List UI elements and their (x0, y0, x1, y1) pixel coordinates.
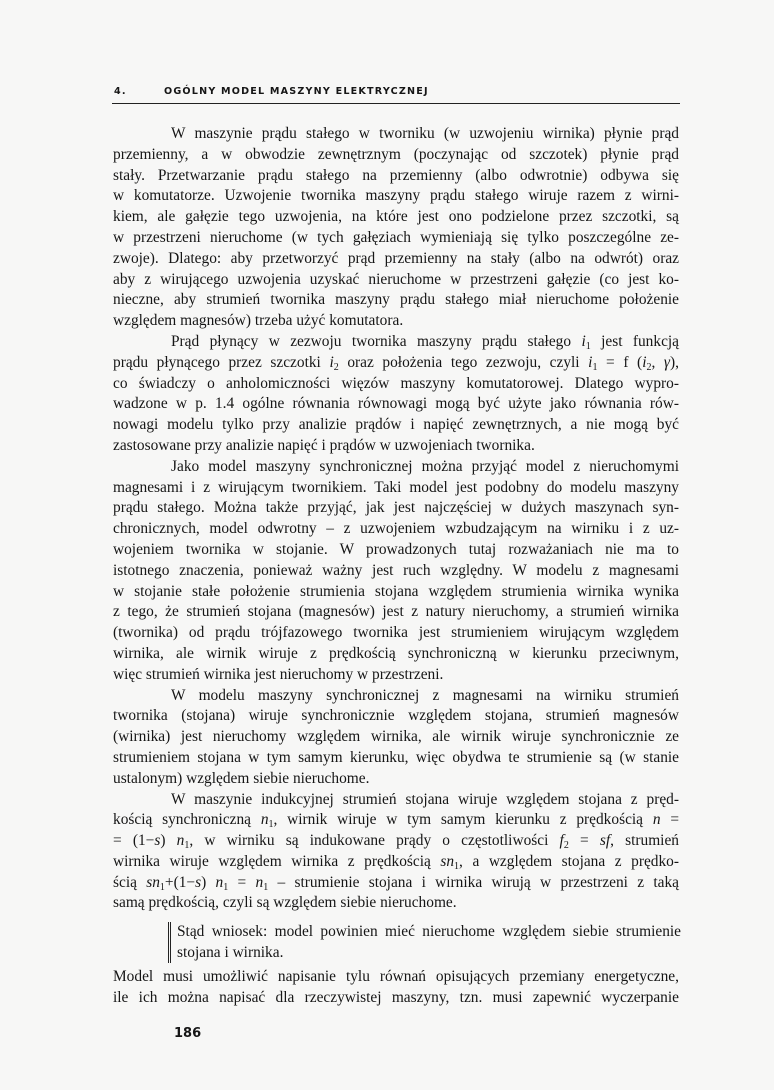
math-symbol: i (588, 353, 593, 371)
text-run: = (568, 832, 600, 850)
page-number: 186 (174, 1025, 202, 1041)
text-run: w komutatorze. Uzwojenie twornika maszyny prądu stałego wiruje razem z wirni- (113, 187, 679, 205)
text-run: = f ( (597, 353, 643, 371)
text-run: Jako model maszyny synchronicznej można przyjąć model z nieruchomymi (171, 457, 679, 475)
text-run: W modelu maszyny synchronicznej z magnesami na wirniku strumień (171, 686, 679, 704)
math-symbol: s (154, 832, 161, 850)
paragraph (113, 686, 679, 790)
math-symbol: n (176, 832, 185, 850)
chapter-title: OGÓLNY MODEL MASZYNY ELEKTRYCZNEJ (164, 86, 429, 97)
text-line (113, 967, 679, 988)
text-line (113, 166, 679, 187)
text-run: Stąd wniosek: model powinien mieć nieruchome względem siebie strumienie (177, 923, 681, 941)
subscript: 1 (454, 860, 460, 872)
math-symbol: n (652, 811, 661, 829)
math-symbol: i (329, 353, 334, 371)
text-line (113, 353, 679, 374)
text-run: Prąd płynący w zezwoju twornika maszyny prądu stałego (171, 332, 582, 350)
text-line (113, 394, 679, 415)
text-line (113, 228, 679, 249)
text-run: twornika (stojana) wiruje synchronicznie względem stojana, strumień magnesów (113, 707, 679, 725)
text-run: prądu płynącego przez szczotki (113, 353, 330, 371)
text-line (113, 988, 679, 1009)
text-run: z tego, że strumień stojana (magnesów) jest z natury nieruchomy, a strumień wirnika (113, 603, 679, 621)
text-run: (twornika) od prądu trójfazowego twornika jest strumieniem wirującym względem (113, 624, 679, 642)
text-run: +(1− (164, 873, 196, 891)
math-symbol: sn (440, 852, 455, 870)
text-line (177, 943, 681, 964)
text-run: samą prędkością, czyli są względem siebie nieruchome. (113, 894, 457, 912)
text-run: chronicznych, model odwrotny – z uzwojeniem wzbudzającym na wirniku i z uz- (113, 520, 679, 538)
text-run: magnesami i z wirującym twornikiem. Taki model jest podobny do modelu maszyny (113, 478, 679, 496)
text-run: W maszynie indukcyjnej strumień stojana wiruje względem stojana z pręd- (171, 790, 679, 808)
text-line (113, 686, 679, 707)
text-run: ścią (113, 873, 147, 891)
text-run: , a względem stojana z prędko- (459, 852, 679, 870)
text-run: względem magnesów) trzeba użyć komutatora. (113, 312, 404, 330)
text-line (113, 727, 679, 748)
text-run: oraz położenia tego zezwoju, czyli (338, 353, 589, 371)
text-run: ), (670, 353, 679, 371)
text-run: jest funkcją (590, 332, 680, 350)
text-line (113, 457, 679, 478)
math-symbol: γ (663, 353, 670, 371)
text-run: zwoje). Dlatego: aby przetworzyć prąd przemienny na stały (albo na odwrót) oraz (113, 249, 679, 267)
text-run: wirnika, ale wirnik wiruje z prędkością synchroniczną w kierunku przeciwnym, (113, 644, 679, 662)
math-symbol: s (195, 873, 202, 891)
text-line (113, 790, 679, 811)
text-run: w stojanie stałe położenie strumienia stojana względem strumienia wirnika wynika (113, 582, 679, 600)
text-run: (wirnika) jest nieruchomy względem wirnika, ale wirnik wiruje synchronicznie ze (113, 728, 679, 746)
text-run: nowagi modelu tylko przy analizie prądów i napięć zewnętrznych, a nie mogą być (113, 416, 679, 434)
text-line (113, 311, 679, 332)
text-run: = (660, 811, 679, 829)
paragraph (113, 457, 679, 686)
running-header (114, 85, 679, 99)
text-run: stojana i wirnika. (177, 943, 284, 961)
subscript: 2 (333, 361, 339, 373)
text-run: , wirnik wiruje w tym samym kierunku z prędkością (273, 811, 653, 829)
text-line (113, 644, 679, 665)
text-run: wirnika wiruje względem wirnika z prędkością (113, 852, 441, 870)
text-line (113, 436, 679, 457)
math-symbol: i (642, 353, 647, 371)
text-line (113, 602, 679, 623)
math-symbol: sf (599, 832, 611, 850)
subscript: 1 (159, 881, 165, 893)
text-line (113, 582, 679, 603)
text-line (113, 145, 679, 166)
text-line (113, 374, 679, 395)
text-line (177, 922, 681, 943)
text-run: Model musi umożliwić napisanie tylu równań opisujących przemiany energetyczne, (113, 968, 679, 986)
conclusion-box (168, 922, 681, 963)
text-run: , (651, 353, 664, 371)
page-column (113, 124, 679, 1043)
text-run: kością synchroniczną (113, 811, 261, 829)
subscript: 1 (268, 819, 274, 831)
paragraph (113, 124, 679, 332)
text-line (113, 769, 679, 790)
subscript: 1 (263, 881, 269, 893)
text-run: ) (201, 873, 216, 891)
text-run: istotnego znaczenia, ponieważ ważny jest ruch względny. W modelu z magnesami (113, 561, 679, 579)
text-run: ile ich można napisać dla rzeczywistej maszyny, tzn. musi zapewnić wyczerpanie (113, 989, 679, 1007)
text-line (113, 498, 679, 519)
text-run: aby z wirującego uzwojenia uzyskać nieruchome w przestrzeni gałęzie (co jest ko- (113, 270, 679, 288)
text-run: w przestrzeni nieruchome (w tych gałęziach wymieniają się tylko poszczególne ze- (113, 228, 679, 246)
math-symbol: f (559, 832, 564, 850)
text-line (113, 249, 679, 270)
subscript: 1 (184, 840, 190, 852)
header-rule (112, 103, 680, 104)
text-line (113, 873, 679, 894)
text-run: , strumień (610, 832, 679, 850)
math-symbol: n (215, 873, 224, 891)
text-run: strumieniem stojana w tym samym kierunku, więc obydwa te strumienie są (w stanie (113, 748, 679, 766)
text-run: przemienny, a w obwodzie zewnętrznym (poczynając od szczotek) płynie prąd (113, 145, 679, 163)
math-symbol: n (255, 873, 264, 891)
text-line (113, 290, 679, 311)
text-line (113, 852, 679, 873)
text-line (113, 893, 679, 914)
paragraph (113, 790, 679, 915)
text-run: nieczne, aby strumień twornika maszyny prądu stałego miał nieruchome położenie (113, 291, 679, 309)
text-line (113, 332, 679, 353)
text-line (113, 270, 679, 291)
text-line (113, 207, 679, 228)
text-run: ) (160, 832, 177, 850)
text-line (113, 810, 679, 831)
subscript: 1 (223, 881, 229, 893)
text-line (113, 748, 679, 769)
text-run: = (1− (113, 832, 155, 850)
text-run: ustalonym) względem siebie nieruchome. (113, 769, 370, 787)
text-line (113, 186, 679, 207)
text-run: więc strumień wirnika jest nieruchomy w przestrzeni. (113, 665, 444, 683)
text-run: wojeniem twornika w stojanie. W prowadzonych tutaj rozważaniach nie ma to (113, 540, 679, 558)
text-run: = (228, 873, 256, 891)
text-run: prądu stałego. Można także przyjąć, jak jest najczęściej w dużych maszynach syn- (113, 499, 679, 517)
subscript: 2 (563, 840, 569, 852)
subscript: 2 (646, 361, 652, 373)
text-run: – strumienie stojana i wirnika wirują w przestrzeni z taką (268, 873, 679, 891)
text-run: kiem, ale gałęzie tego uzwojenia, na które jest ono podzielone przez szczotki, są (113, 208, 679, 226)
text-run: zastosowane przy analizie napięć i prądów w uzwojeniach twornika. (113, 436, 535, 454)
text-line (113, 831, 679, 852)
subscript: 1 (592, 361, 598, 373)
tail-paragraph (113, 967, 679, 1009)
text-line (113, 665, 679, 686)
text-line (113, 415, 679, 436)
text-run: , w wirniku są indukowane prądy o częstotliwości (189, 832, 560, 850)
text-run: wadzone w p. 1.4 ogólne równania równowagi mogą być użyte jako równania rów- (113, 395, 679, 413)
text-run: co świadczy o anholomiczności więzów maszyny komutatorowej. Dlatego wypro- (113, 374, 679, 392)
text-line (113, 124, 679, 145)
text-run: stały. Przetwarzanie prądu stałego na przemienny (albo odwrotnie) odbywa się (113, 166, 679, 184)
text-line (113, 561, 679, 582)
text-line (113, 478, 679, 499)
subscript: 1 (585, 340, 591, 352)
text-line (113, 706, 679, 727)
body-text (113, 124, 679, 914)
math-symbol: sn (146, 873, 160, 891)
chapter-number: 4. (114, 86, 127, 97)
text-run: W maszynie prądu stałego w tworniku (w uzwojeniu wirnika) płynie prąd (171, 125, 679, 142)
text-line (113, 540, 679, 561)
paragraph (113, 332, 679, 457)
text-line (113, 519, 679, 540)
math-symbol: n (260, 811, 269, 829)
math-symbol: i (581, 332, 586, 350)
text-line (113, 623, 679, 644)
